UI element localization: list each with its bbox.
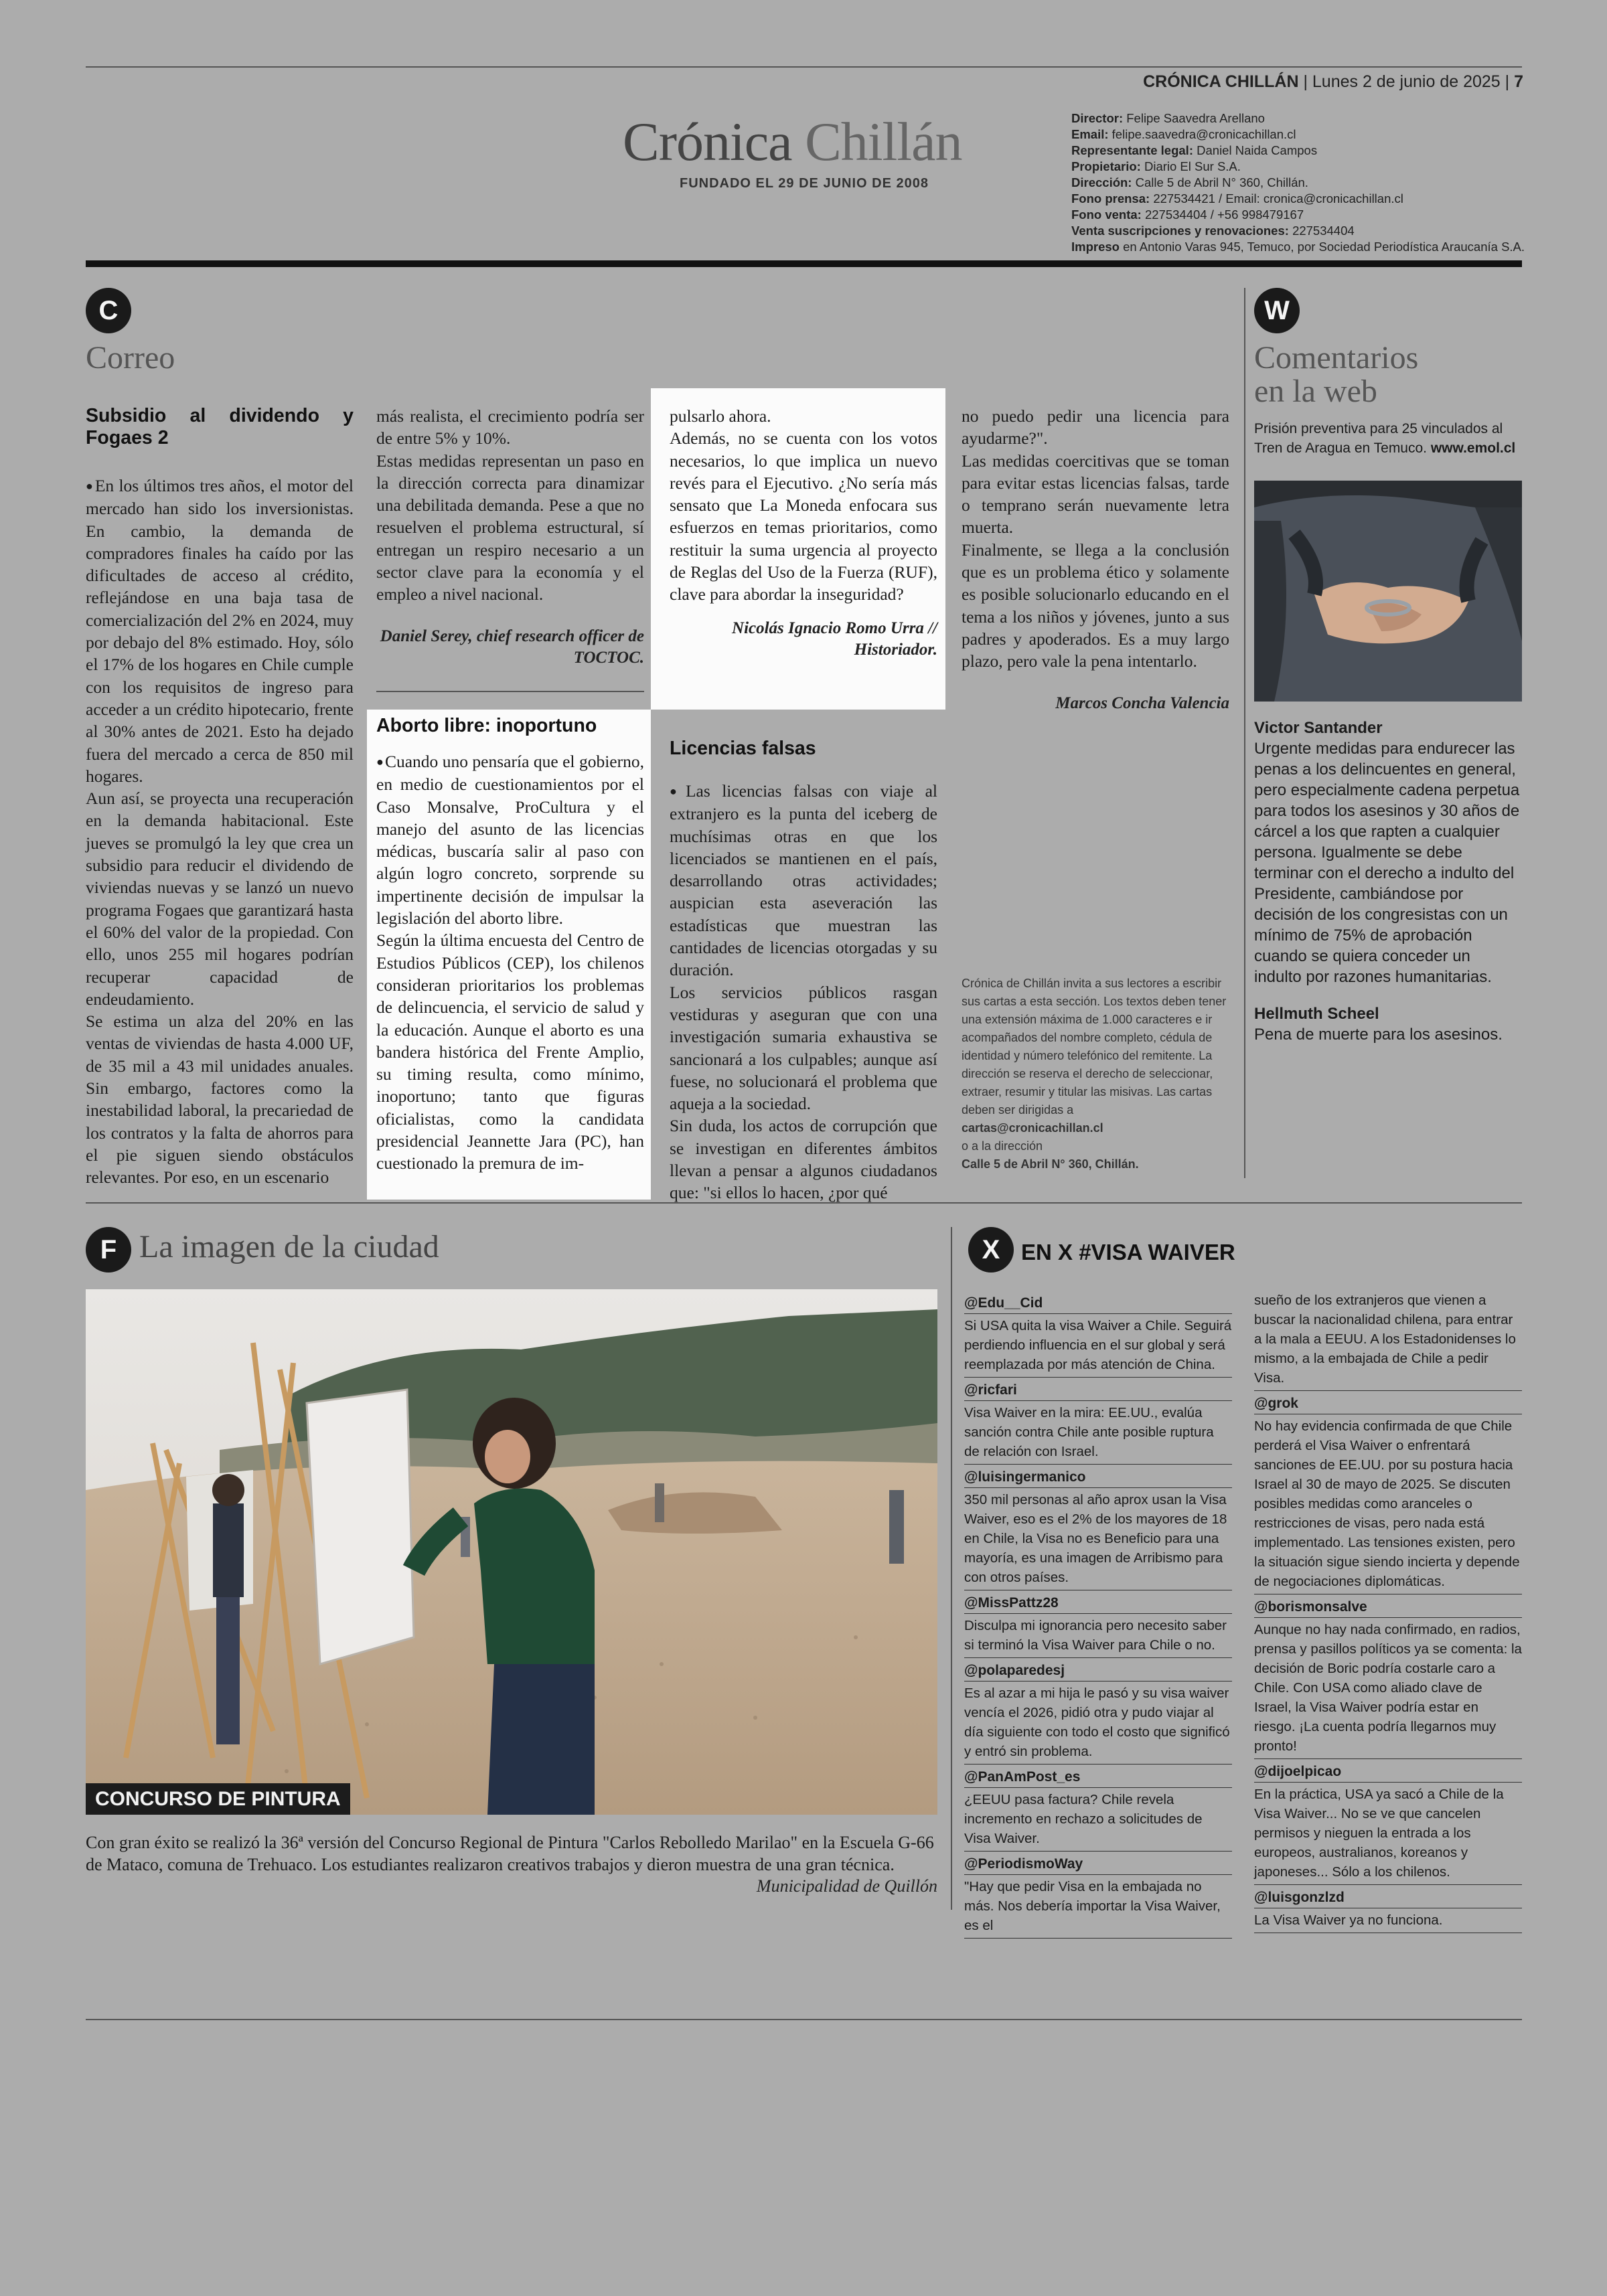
staff-line: Email: felipe.saavedra@cronicachillan.cl [1071, 127, 1296, 141]
comment-text: Pena de muerte para los asesinos. [1254, 1026, 1503, 1044]
letter-subsidio-cont: más realista, el crecimiento podría ser de entre 5% y 10%. Estas medidas representan un paso en la dirección correcta para dinamizar una debilitada demanda. Pese a que no resuelven el problema estructural, sí entregan un respiro necesario a un sector clave para la economía y el empleo a nivel nacional. Daniel Serey, chief research officer de TOCTOC. [376, 405, 644, 669]
staff-line: Director: Felipe Saavedra Arellano [1071, 111, 1265, 125]
staff-line: Representante legal: Daniel Naida Campos [1071, 143, 1318, 157]
staff-line: Propietario: Diario El Sur S.A. [1071, 159, 1241, 173]
handcuffed-suspect-photo [1254, 481, 1522, 702]
imagen-title: La imagen de la ciudad [139, 1229, 439, 1264]
web-comment [1254, 1003, 1522, 1045]
tweet-handle[interactable]: @PeriodismoWay [964, 1853, 1232, 1875]
photo-credit: Municipalidad de Quillón [756, 1876, 937, 1896]
beach-painting-illustration [86, 1289, 937, 1815]
tweet-handle[interactable]: @MissPattz28 [964, 1592, 1232, 1614]
tweet-handle[interactable]: @luisgonzlzd [1254, 1886, 1522, 1908]
comment-author: Victor Santander [1254, 719, 1383, 737]
staff-line: Fono prensa: 227534421 / Email: cronica@cronicachillan.cl [1071, 191, 1403, 206]
letter-aborto: Aborto libre: inoportuno ● Cuando uno pensaría que el gobierno, en medio de cuestionamientos por el Caso Monsalve, ProCultura y el manejo del asunto de las licencias médicas, buscaría salir al paso con algún logro concreto, sorprende su impertinente decisión de impulsar la legislación del aborto libre. Según la última encuesta del Centro de Estudios Públicos (CEP), los chilenos consideran prioritarios los problemas de delincuencia, el servicio de salud y la educación. Aunque el aborto es una bandera histórica del Frente Amplio, su timing resulta, como mínimo, inoportuno; tanto que figuras oficialistas, como la candidata presidencial Jeannette Jara (PC), han cuestionado la premura de im- [376, 715, 644, 1175]
tweet-text: La Visa Waiver ya no funciona. [1254, 1908, 1522, 1933]
signature: Marcos Concha Valencia [1055, 693, 1229, 712]
comment-text: Urgente medidas para endurecer las penas a los delincuentes en general, pero especialmente cadena perpetua para todos los asesinos y 30 años de cárcel a los que rapten a cualquier persona. Igualmente se debe terminar con el derecho a indulto del Presidente, cambiándose por decisión de los congresistas con un mínimo de 75% de aprobación cuando se quiera conceder un indulto por razones humanitarias. [1254, 740, 1520, 986]
tweet-handle[interactable]: @grok [1254, 1392, 1522, 1414]
founded-line: FUNDADO EL 29 DE JUNIO DE 2008 [680, 176, 929, 191]
tweet-text: En la práctica, USA ya sacó a Chile de la Visa Waiver... No se ve que cancelen permisos y nieguen la entrada a los europeos, australianos, koreanos y japoneses... Sólo a los chilenos. [1254, 1783, 1522, 1885]
folio: CRÓNICA CHILLÁN | Lunes 2 de junio de 2025 | 7 [1143, 72, 1523, 91]
correo-title: Correo [86, 340, 175, 376]
tweet-handle[interactable]: @ricfari [964, 1379, 1232, 1401]
tweet-handle[interactable]: @PanAmPost_es [964, 1766, 1232, 1788]
letter-title: Licencias falsas [670, 738, 816, 759]
web-comments [1254, 718, 1522, 1061]
tweet-handle[interactable]: @polaparedesj [964, 1659, 1232, 1682]
correo-badge: C [86, 288, 131, 333]
staff-line: Venta suscripciones y renovaciones: 227534404 [1071, 224, 1355, 238]
tweets-column-1 [964, 1291, 1232, 1939]
web-title: Comentarios en la web [1254, 340, 1419, 409]
tweet-text: Si USA quita la visa Waiver a Chile. Seguirá perdiendo influencia en el sur global y será reemplazada por más atención de China. [964, 1314, 1232, 1378]
imagen-badge: F [86, 1227, 131, 1273]
column-divider [1244, 288, 1245, 1178]
x-title: EN X #VISA WAIVER [1021, 1240, 1235, 1264]
divider [376, 691, 644, 692]
letter-title: Subsidio al dividendo y Fogaes 2 [86, 405, 354, 448]
masthead-rule [86, 260, 1522, 267]
tweet-text: Visa Waiver en la mira: EE.UU., evalúa sanción contra Chile ante posible ruptura de relación con Israel. [964, 1401, 1232, 1465]
letters-note: Crónica de Chillán invita a sus lectores a escribir sus cartas a esta sección. Los textos deben tener una extensión máxima de 1.000 caracteres e ir acompañados del nombre completo, cédula de identidad y número telefónico del remitente. La dirección se reserva el derecho de seleccionar, extraer, resumir y titular las misivas. Las cartas deben ser dirigidas a cartas@cronicachillan.cl o a la dirección Calle 5 de Abril N° 360, Chillán. [962, 977, 1227, 1171]
signature: Nicolás Ignacio Romo Urra // Historiador. [732, 619, 937, 659]
photo-label: CONCURSO DE PINTURA [86, 1783, 350, 1815]
tweet-text: 350 mil personas al año aprox usan la Visa Waiver, eso es el 2% de los mayores de 18 en Chile, la Visa no es Beneficio para una mayoría, es una imagen de Arribismo para con otros países. [964, 1488, 1232, 1590]
tweet-text: "Hay que pedir Visa en la embajada no más. Nos debería importar la Visa Waiver, es el [964, 1875, 1232, 1939]
comment-author: Hellmuth Scheel [1254, 1005, 1379, 1023]
tweet-handle[interactable]: @dijoelpicao [1254, 1760, 1522, 1783]
tweet-text: Aunque no hay nada confirmado, en radios, prensa y pasillos políticos ya se comenta: la decisión de Boric podría costarle caro a Chile. Con USA como aliado clave de Israel, la Visa Waiver podría estar en riesgo. ¡La cuenta podría llegarnos muy pronto! [1254, 1618, 1522, 1759]
web-lead: Prisión preventiva para 25 vinculados al Tren de Aragua en Temuco. www.emol.cl [1254, 421, 1516, 456]
staff-box [1071, 110, 1553, 255]
staff-line: Impreso en Antonio Varas 945, Temuco, por Sociedad Periodística Araucanía S.A. [1071, 240, 1525, 254]
letter-licencias: Licencias falsas ● Las licencias falsas con viaje al extranjero es la punta del iceberg de muchísimas otras en que los licenciados se mantienen en el país, desarrollando otras actividades; auspician esta aseveración las estadísticas que muestran las cantidades de licencias otorgadas y su duración. Los servicios públicos rasgan vestiduras y aseguran que con una investigación sumaria exhaustiva se sancionará a los culpables; aunque así fuese, no solucionará el problema que aqueja a la sociedad. Sin duda, los actos de corrupción que se investigan en diferentes ámbitos llevan a pensar a algunos ciudadanos que: "si ellos lo hacen, ¿por qué [670, 738, 937, 1204]
section-rule [86, 1202, 1522, 1204]
letter-aborto-cont: pulsarlo ahora. Además, no se cuenta con los votos necesarios, lo que implica un nuevo revés para el Ejecutivo. ¿No sería más sensato que La Moneda enfocara sus esfuerzos en temas prioritarios, como restituir la suma urgencia al proyecto de Reglas del Uso de la Fuerza (RUF), clave para abordar la inseguridad? Nicolás Ignacio Romo Urra // Historiador. [670, 405, 937, 661]
letter-licencias-cont: no puedo pedir una licencia para ayudarme?". Las medidas coercitivas que se toman para evitar estas licencias falsas, tarde o temprano serán nuevamente letra muerta. Finalmente, se llega a la conclusión que es un problema ético y solamente es posible solucionarlo educando en el tema a los niños y jóvenes, junto a sus padres y apoderados. Es a muy largo plazo, pero vale la pena intentarlo. Marcos Concha Valencia [962, 405, 1229, 714]
web-badge: W [1254, 288, 1300, 333]
photo-caption: Con gran éxito se realizó la 36ª versión del Concurso Regional de Pintura "Carlos Rebolledo Marilao" en la Escuela G-66 de Mataco, comuna de Trehuaco. Los estudiantes realizaron creativos trabajos y dieron muestra de una gran técnica. Municipalidad de Quillón [86, 1833, 937, 1896]
bottom-rule [86, 2019, 1522, 2020]
newspaper-logo: Crónica Chillán [623, 111, 962, 172]
top-rule [86, 66, 1522, 68]
tweet-handle[interactable]: @luisingermanico [964, 1466, 1232, 1488]
staff-line: Dirección: Calle 5 de Abril N° 360, Chillán. [1071, 175, 1308, 189]
tweet-text: Es al azar a mi hija le pasó y su visa waiver vencía el 2026, pidió otra y pudo viajar al día siguiente con todo el costo que significó y entró sin problema. [964, 1682, 1232, 1765]
tweet-text: Disculpa mi ignorancia pero necesito saber si terminó la Visa Waiver para Chile o no. [964, 1614, 1232, 1658]
tweet-handle[interactable]: @Edu__Cid [964, 1292, 1232, 1314]
web-comment [1254, 718, 1522, 987]
tweet-handle[interactable]: @borismonsalve [1254, 1596, 1522, 1618]
column-divider [951, 1227, 952, 1910]
painting-contest-photo [86, 1289, 937, 1815]
x-badge: X [968, 1227, 1014, 1273]
letter-title: Aborto libre: inoportuno [376, 715, 597, 736]
letters-email[interactable]: cartas@cronicachillan.cl [962, 1121, 1103, 1135]
letter-subsidio: Subsidio al dividendo y Fogaes 2 ● En los últimos tres años, el motor del mercado han sido los inversionistas. En cambio, la demanda de compradores finales ha caído por las dificultades de acceso al crédito, reflejándose en una baja tasa de comercialización del 2% en 2024, muy por debajo del 8% estimado. Hoy, sólo el 17% de los hogares en Chile cumple con los requisitos de ingreso para acceder a un crédito hipotecario, frente al 30% antes de 2021. Esto ha dejado fuera del mercado a cerca de 850 mil hogares. Aun así, se proyecta una recuperación en la demanda habitacional. Este jueves se promulgó la ley que crea un subsidio para reducir el dividendo de viviendas nuevas y se lanzó un nuevo programa Fogaes que garantizará hasta el 60% del valor de la propiedad. Con ello, unos 255 mil hogares podrían recuperar capacidad de endeudamiento. Se estima un alza del 20% en las ventas de viviendas de hasta 4.000 UF, de 35 mil a 43 mil unidades anuales. Sin embargo, factores como la inestabilidad laboral, la precariedad de los contratos y la falta de ahorros para el pie siguen siendo obstáculos relevantes. Por eso, en un escenario [86, 405, 354, 1189]
signature: Daniel Serey, chief research officer de TOCTOC. [380, 627, 644, 667]
tweet-text: ¿EEUU pasa factura? Chile revela incremento en rechazo a solicitudes de Visa Waiver. [964, 1788, 1232, 1852]
tweets-column-2: sueño de los extranjeros que vienen a buscar la nacionalidad chilena, para entrar a la mala a EEUU. A los Estadonidenses lo mismo, a la embajada de Chile a pedir Visa. @grok No hay evidencia confirmada de que Chile perderá el Visa Waiver o enfrentará sanciones de EE.UU. por su postura hacia Israel al 30 de mayo de 2025. Se discuten posibles medidas como aranceles o restricciones de visas, pero nada está implementado. Las tensiones existen, pero la situación sigue siendo incierta y depende de negociaciones diplomáticas. @borismonsalve Aunque no hay nada confirmado, en radios, prensa y pasillos políticos ya se comenta: la decisión de Boric podría costarle caro a Chile. Con USA como aliado clave de Israel, la Visa Waiver podría estar en riesgo. ¡La cuenta podría llegarnos muy pronto! @dijoelpicao En la práctica, USA ya sacó a Chile de la Visa Waiver... No se ve que cancelen permisos y nieguen la entrada a los europeos, australianos, koreanos y japoneses... Sólo a los chilenos. @luisgonzlzd La Visa Waiver ya no funciona. [1254, 1291, 1522, 1933]
tweet-text: No hay evidencia confirmada de que Chile perderá el Visa Waiver o enfrentará sanciones de EE.UU. por su postura hacia Israel al 30 de mayo de 2025. Se discuten posibles medidas como aranceles o restricciones de visas, pero nada está implementado. Las tensiones existen, pero la situación sigue siendo incierta y depende de negociaciones diplomáticas. [1254, 1414, 1522, 1594]
staff-line: Fono venta: 227534404 / +56 998479167 [1071, 208, 1304, 222]
